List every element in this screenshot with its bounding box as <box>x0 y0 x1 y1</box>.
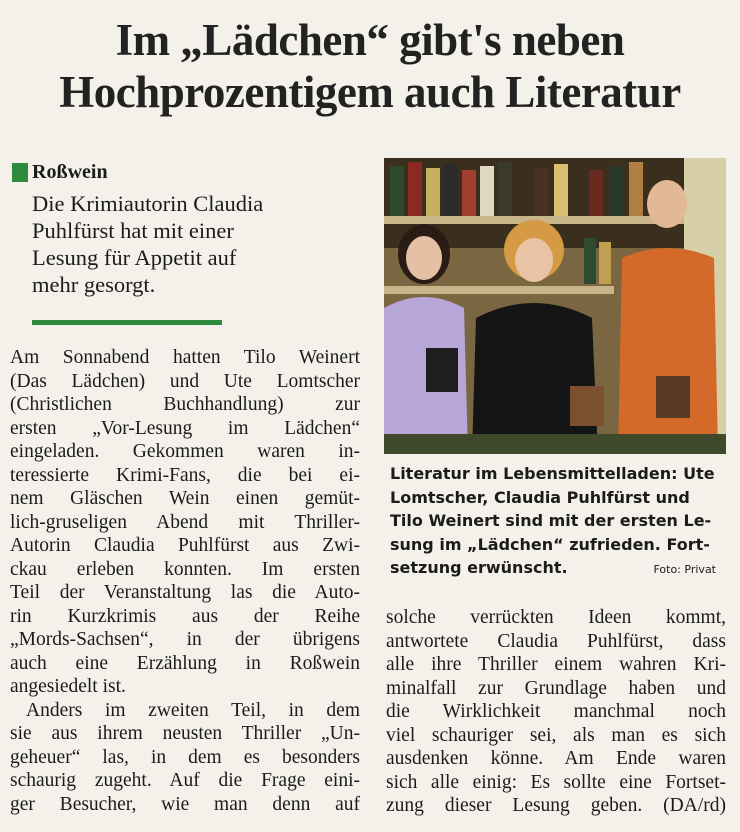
body-line: antwortete Claudia Puhlfürst, dass <box>386 630 726 652</box>
body-line: sie aus ihrem neusten Thriller „Un- <box>10 723 360 744</box>
body-line: rin Kurzkrimis aus der Reihe <box>10 605 360 627</box>
article-photo <box>384 158 726 454</box>
caption-line-last <box>390 556 730 580</box>
lead-line: Puhlfürst hat mit einer <box>32 218 234 243</box>
lead-line: mehr gesorgt. <box>32 272 156 297</box>
headline-line-2: Hochprozentigem auch Literatur <box>59 67 681 117</box>
body-line: (Christlichen Buchhandlung) zur <box>10 394 360 415</box>
body-line: Autorin Claudia Puhlfürst aus Zwi- <box>10 535 360 556</box>
body-line: ersten „Vor-Lesung im Lädchen“ <box>10 417 360 439</box>
body-line: sich alle einig: Es sollte eine Fortset- <box>386 771 726 793</box>
body-line: Anders im zweiten Teil, in dem <box>26 699 360 721</box>
body-line: ckau erleben konnten. Im ersten <box>10 558 360 580</box>
dateline <box>12 160 108 184</box>
dateline-text: Roßwein <box>32 161 108 183</box>
caption-line: Lomtscher, Claudia Puhlfürst und <box>390 487 690 507</box>
headline <box>0 14 740 118</box>
caption-line: Tilo Weinert sind mit der ersten Le- <box>390 511 712 530</box>
lead-paragraph <box>32 190 362 298</box>
caption-line: Literatur im Lebensmittelladen: Ute <box>390 464 715 483</box>
body-line: die Wirklichkeit manchmal noch <box>386 701 726 722</box>
body-line: lich-gruseligen Abend mit Thriller- <box>10 511 360 533</box>
lead-line: Lesung für Appetit auf <box>32 245 237 270</box>
article-column-2 <box>386 606 726 818</box>
body-line: auch eine Erzählung in Roßwein <box>10 652 360 674</box>
section-divider <box>32 320 222 325</box>
body-line: solche verrückten Ideen kommt, <box>386 607 726 628</box>
dateline-marker-icon <box>12 163 28 182</box>
photo-caption <box>390 462 730 582</box>
caption-line: sung im „Lädchen“ zufrieden. Fort- <box>390 534 710 554</box>
photo-illustration <box>384 158 726 454</box>
headline-line-1: Im „Lädchen“ gibt's neben <box>115 15 625 65</box>
article-column-1 <box>10 346 360 816</box>
body-line: geheuer“ las, in dem es besonders <box>10 746 360 768</box>
body-line: teressierte Krimi-Fans, die bei ei- <box>10 464 360 486</box>
body-line: ausdenken könne. Am Ende waren <box>386 748 726 769</box>
body-line: angesiedelt ist. <box>10 676 126 697</box>
lead-line: Die Krimiautorin Claudia <box>32 191 264 216</box>
body-line: Am Sonnabend hatten Tilo Weinert <box>10 347 360 368</box>
body-line: „Mords-Sachsen“, in der übrigens <box>10 629 360 650</box>
caption-line: setzung erwünscht. <box>390 558 568 577</box>
body-line: nem Gläschen Wein einen gemüt- <box>10 488 360 509</box>
photo-credit: Foto: Privat <box>653 563 716 576</box>
body-line: eingeladen. Gekommen waren in- <box>10 441 360 462</box>
body-line: zung dieser Lesung geben. (DA/rd) <box>386 795 726 816</box>
body-line: viel schauriger sei, als man es sich <box>386 724 726 746</box>
body-line: Teil der Veranstaltung las die Auto- <box>10 582 360 603</box>
body-line: schaurig zugeht. Auf die Frage eini- <box>10 770 360 791</box>
body-line: minalfall zur Grundlage haben und <box>386 677 726 699</box>
body-line: ger Besucher, wie man denn auf <box>10 793 360 815</box>
body-line: (Das Lädchen) und Ute Lomtscher <box>10 370 360 392</box>
body-line: alle ihre Thriller einem wahren Kri- <box>386 654 726 675</box>
